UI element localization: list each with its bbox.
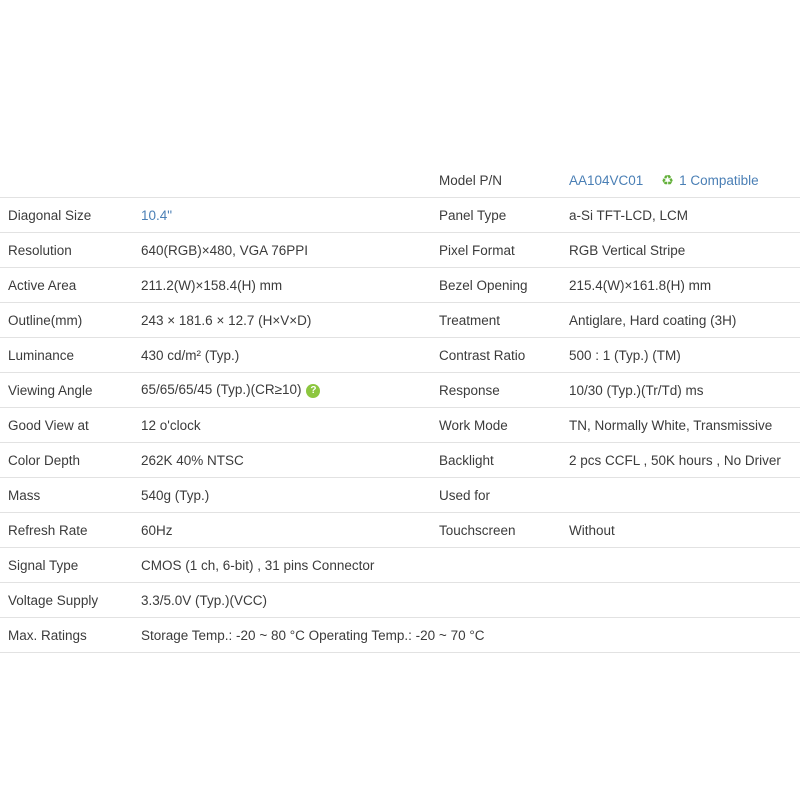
row-value-contrast-ratio: 500 : 1 (Typ.) (TM) (561, 338, 800, 373)
recycle-icon: ♻ (661, 171, 674, 188)
table-header-row (0, 163, 800, 198)
row-label-response: Response (431, 373, 561, 408)
row-label-refresh-rate: Refresh Rate (0, 513, 133, 548)
row-value-mass: 540g (Typ.) (133, 478, 431, 513)
compatible-group[interactable] (661, 173, 759, 188)
row-value-bezel-opening: 215.4(W)×161.8(H) mm (561, 268, 800, 303)
row-label-backlight: Backlight (431, 443, 561, 478)
row-label-diagonal-size: Diagonal Size (0, 198, 133, 233)
model-pn-value-cell (561, 163, 800, 198)
table-row (0, 233, 800, 268)
row-value-response: 10/30 (Typ.)(Tr/Td) ms (561, 373, 800, 408)
table-row (0, 303, 800, 338)
row-value-good-view-at: 12 o'clock (133, 408, 431, 443)
compatible-count-label[interactable]: 1 Compatible (679, 172, 759, 188)
row-value-outline: 243 × 181.6 × 12.7 (H×V×D) (133, 303, 431, 338)
model-pn-link[interactable]: AA104VC01 (569, 172, 644, 188)
row-label-active-area: Active Area (0, 268, 133, 303)
row-value-used-for (561, 478, 800, 513)
table-row (0, 198, 800, 233)
row-label-pixel-format: Pixel Format (431, 233, 561, 268)
table-row (0, 583, 800, 618)
row-label-bezel-opening: Bezel Opening (431, 268, 561, 303)
row-label-good-view-at: Good View at (0, 408, 133, 443)
row-label-luminance: Luminance (0, 338, 133, 373)
row-value-diagonal-size (133, 198, 431, 233)
row-label-voltage-supply: Voltage Supply (0, 583, 133, 618)
row-value-touchscreen: Without (561, 513, 800, 548)
row-value-pixel-format: RGB Vertical Stripe (561, 233, 800, 268)
row-label-resolution: Resolution (0, 233, 133, 268)
help-icon[interactable]: ? (306, 384, 320, 398)
table-row (0, 443, 800, 478)
table-row (0, 478, 800, 513)
model-pn-label: Model P/N (431, 163, 561, 198)
specification-table (0, 163, 800, 653)
row-value-work-mode: TN, Normally White, Transmissive (561, 408, 800, 443)
row-label-signal-type: Signal Type (0, 548, 133, 583)
row-label-treatment: Treatment (431, 303, 561, 338)
row-label-mass: Mass (0, 478, 133, 513)
table-row (0, 548, 800, 583)
row-label-viewing-angle: Viewing Angle (0, 373, 133, 408)
row-value-color-depth: 262K 40% NTSC (133, 443, 431, 478)
row-value-viewing-angle-cell (133, 373, 431, 408)
row-value-refresh-rate: 60Hz (133, 513, 431, 548)
row-label-contrast-ratio: Contrast Ratio (431, 338, 561, 373)
table-row (0, 338, 800, 373)
table-row (0, 408, 800, 443)
row-value-backlight: 2 pcs CCFL , 50K hours , No Driver (561, 443, 800, 478)
row-label-max-ratings: Max. Ratings (0, 618, 133, 653)
row-value-viewing-angle: 65/65/65/45 (Typ.)(CR≥10) (141, 382, 302, 397)
row-value-panel-type: a-Si TFT-LCD, LCM (561, 198, 800, 233)
row-value-voltage-supply: 3.3/5.0V (Typ.)(VCC) (133, 583, 800, 618)
row-value-active-area: 211.2(W)×158.4(H) mm (133, 268, 431, 303)
row-value-max-ratings: Storage Temp.: -20 ~ 80 °C Operating Temp.: -20 ~ 70 °C (133, 618, 800, 653)
diagonal-size-link[interactable]: 10.4" (141, 207, 173, 223)
table-row (0, 373, 800, 408)
row-label-used-for: Used for (431, 478, 561, 513)
row-label-outline: Outline(mm) (0, 303, 133, 338)
header-left-value-spacer (133, 163, 431, 198)
table-row (0, 268, 800, 303)
row-label-work-mode: Work Mode (431, 408, 561, 443)
row-label-color-depth: Color Depth (0, 443, 133, 478)
row-label-panel-type: Panel Type (431, 198, 561, 233)
row-value-signal-type: CMOS (1 ch, 6-bit) , 31 pins Connector (133, 548, 800, 583)
table-row (0, 513, 800, 548)
header-left-spacer (0, 163, 133, 198)
row-label-touchscreen: Touchscreen (431, 513, 561, 548)
row-value-treatment: Antiglare, Hard coating (3H) (561, 303, 800, 338)
row-value-luminance: 430 cd/m² (Typ.) (133, 338, 431, 373)
row-value-resolution: 640(RGB)×480, VGA 76PPI (133, 233, 431, 268)
table-row (0, 618, 800, 653)
